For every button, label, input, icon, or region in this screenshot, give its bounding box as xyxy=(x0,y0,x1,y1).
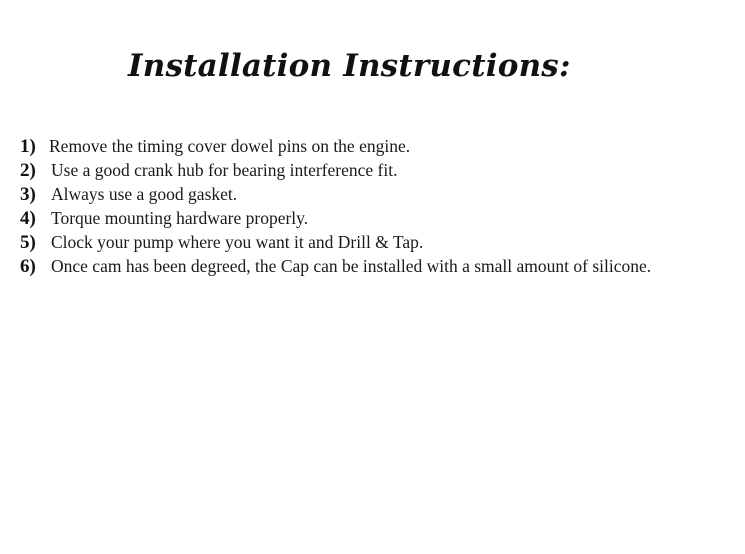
list-item xyxy=(20,182,651,206)
step-text: Use a good crank hub for bearing interference fit. xyxy=(51,160,398,180)
step-text: Clock your pump where you want it and Drill & Tap. xyxy=(51,232,424,252)
step-text: Torque mounting hardware properly. xyxy=(51,208,309,228)
step-number: 1) xyxy=(20,136,36,157)
step-text: Once cam has been degreed, the Cap can be installed with a small amount of silicone. xyxy=(51,256,652,276)
page-title: Installation Instructions: xyxy=(128,48,571,84)
step-number: 3) xyxy=(20,184,36,205)
list-item xyxy=(20,230,651,254)
step-number: 2) xyxy=(20,160,36,181)
list-item xyxy=(20,158,651,182)
list-item xyxy=(20,254,651,278)
step-number: 6) xyxy=(20,256,36,277)
instruction-list xyxy=(20,134,651,278)
step-text: Always use a good gasket. xyxy=(51,184,238,204)
step-number: 5) xyxy=(20,232,36,253)
list-item xyxy=(20,134,651,158)
list-item xyxy=(20,206,651,230)
step-number: 4) xyxy=(20,208,36,229)
step-text: Remove the timing cover dowel pins on the engine. xyxy=(49,136,411,156)
